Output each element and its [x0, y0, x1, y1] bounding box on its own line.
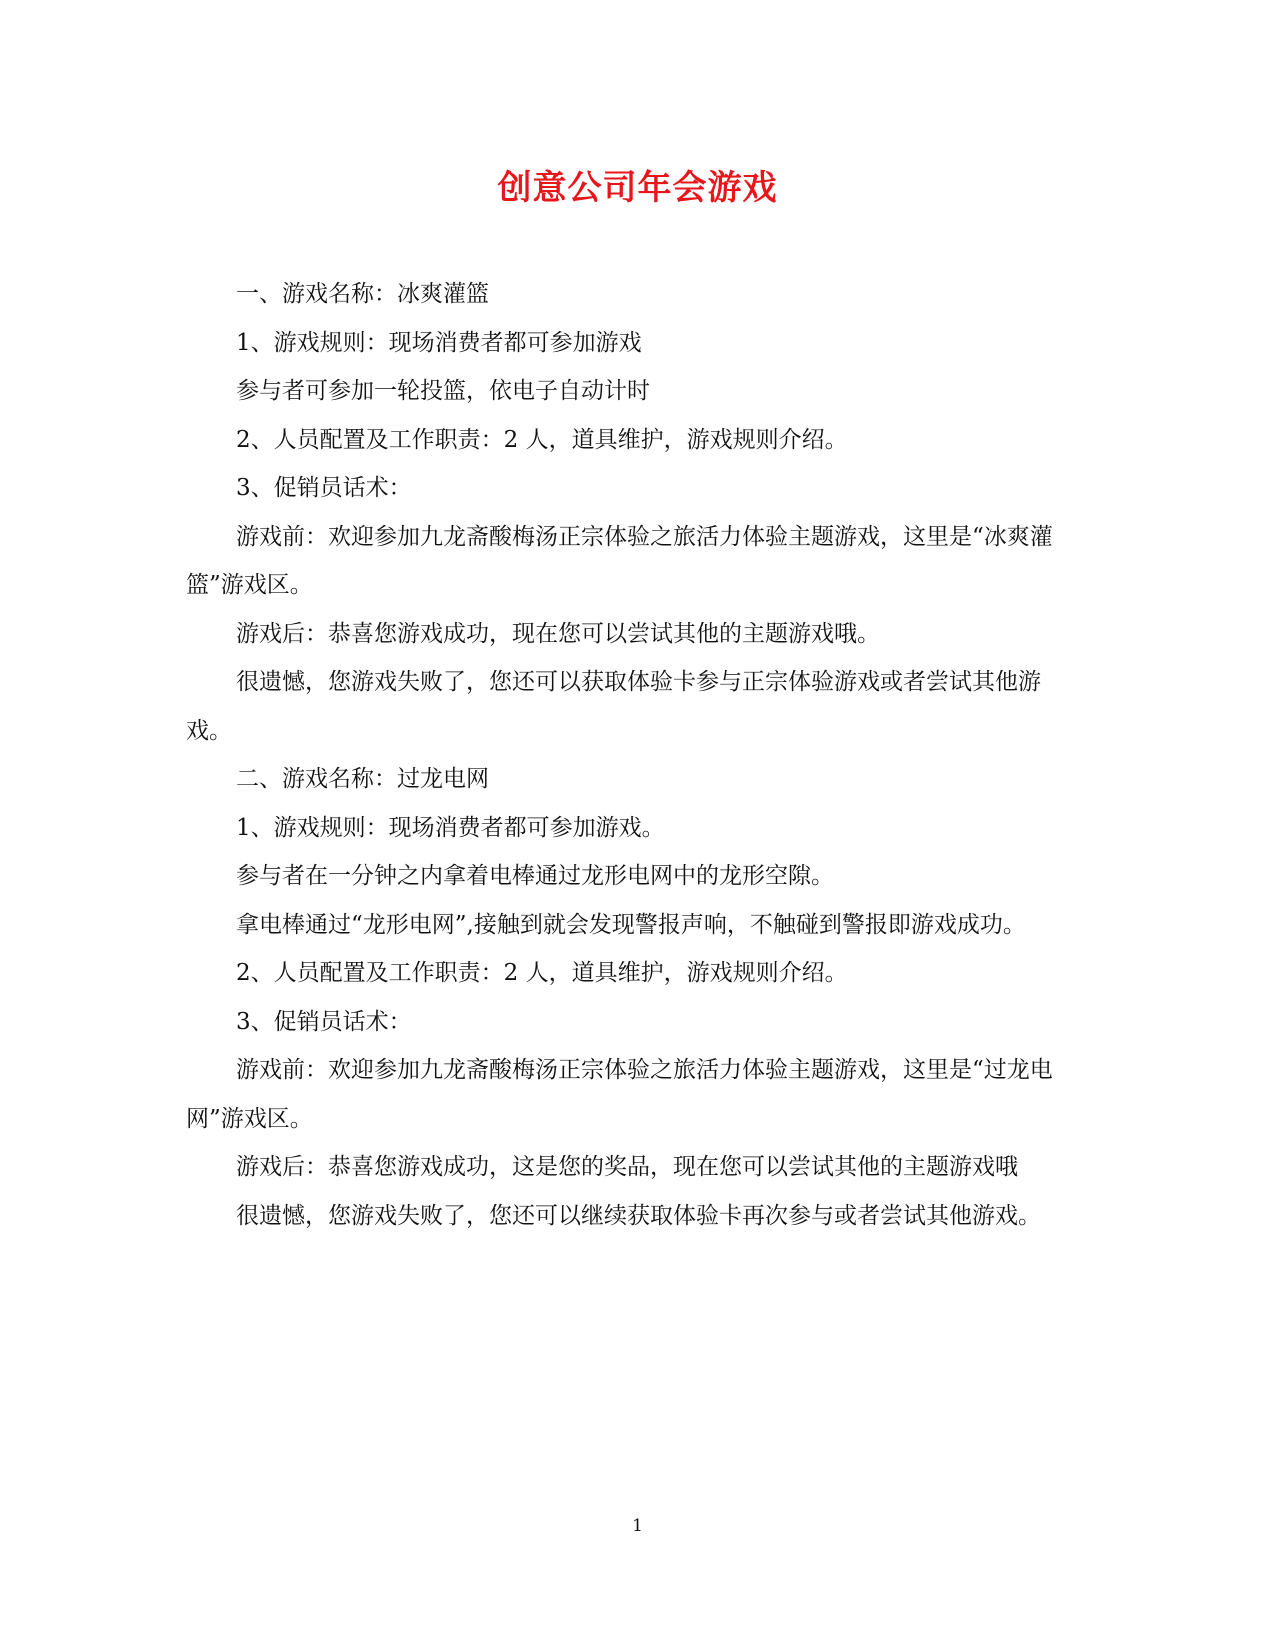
paragraph-game1-after-failure: 很遗憾，您游戏失败了，您还可以获取体验卡参与正宗体验游戏或者尝试其他游戏。 — [186, 669, 1041, 744]
paragraph-game1-before: 游戏前：欢迎参加九龙斋酸梅汤正宗体验之旅活力体验主题游戏，这里是“冰爽灌篮”游戏区。 — [186, 523, 1053, 598]
paragraph-game1-after-success: 游戏后：恭喜您游戏成功，现在您可以尝试其他的主题游戏哦。 — [236, 620, 880, 647]
paragraph-game2-after-failure: 很遗憾，您游戏失败了，您还可以继续获取体验卡再次参与或者尝试其他游戏。 — [236, 1202, 1041, 1229]
document-body — [186, 270, 1086, 1240]
document-title: 创意公司年会游戏 — [497, 168, 778, 208]
paragraph-game2-rule: 1、游戏规则：现场消费者都可参加游戏。 — [236, 814, 665, 841]
paragraph-game2-alarm: 拿电棒通过“龙形电网”,接触到就会发现警报声响，不触碰到警报即游戏成功。 — [236, 911, 1026, 938]
paragraph-game1-rule: 1、游戏规则：现场消费者都可参加游戏 — [236, 329, 642, 356]
paragraph-game2-before: 游戏前：欢迎参加九龙斋酸梅汤正宗体验之旅活力体验主题游戏，这里是“过龙电网”游戏区。 — [186, 1057, 1053, 1132]
paragraph-game2-participation: 参与者在一分钟之内拿着电棒通过龙形电网中的龙形空隙。 — [236, 863, 834, 889]
paragraph-game1-staffing: 2、人员配置及工作职责：2 人，道具维护，游戏规则介绍。 — [236, 426, 848, 453]
paragraph-game2-script-heading: 3、促销员话术： — [236, 1008, 412, 1035]
paragraph-game1-participation: 参与者可参加一轮投篮，依电子自动计时 — [236, 378, 650, 404]
paragraph-game2-after-success: 游戏后：恭喜您游戏成功，这是您的奖品，现在您可以尝试其他的主题游戏哦 — [236, 1154, 1018, 1180]
paragraph-game1-script-heading: 3、促销员话术： — [236, 475, 412, 501]
paragraph-game2-name: 二、游戏名称：过龙电网 — [236, 766, 489, 792]
page-number: 1 — [632, 1516, 643, 1536]
paragraph-game2-staffing: 2、人员配置及工作职责：2 人，道具维护，游戏规则介绍。 — [236, 960, 848, 986]
paragraph-game1-name: 一、游戏名称：冰爽灌篮 — [236, 281, 489, 307]
